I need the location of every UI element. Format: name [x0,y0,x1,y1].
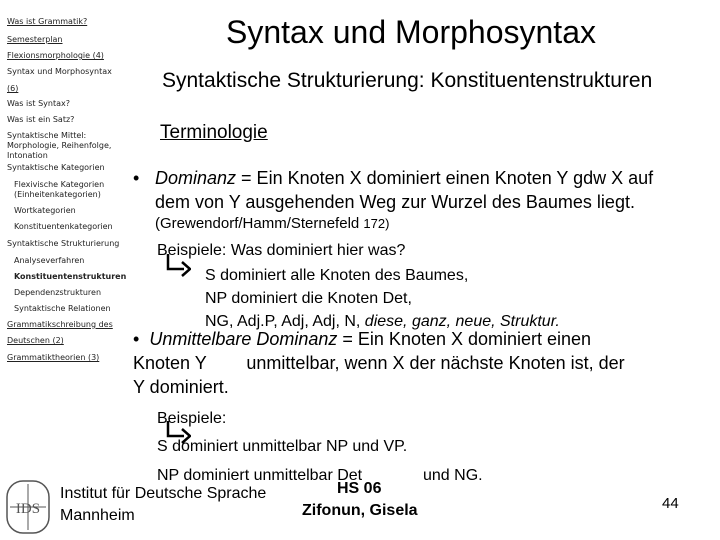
section-heading: Terminologie [160,122,268,143]
examples-1-line-2: NP dominiert die Knoten Det, [205,290,412,307]
sidebar-item-was-ist-grammatik[interactable]: Was ist Grammatik? [7,17,88,26]
sidebar-item-flexionsmorphologie[interactable]: Flexionsmorphologie (4) [7,51,104,60]
sidebar-item-syntaktische-kategorien[interactable]: Syntaktische Kategorien [7,163,105,172]
sidebar-item-wortkategorien[interactable]: Wortkategorien [14,206,76,215]
source-citation-text: (Grewendorf/Hamm/Sternefeld [155,215,364,232]
bullet-unmittelbare-line-1: = Ein Knoten X dominiert einen [337,329,592,349]
examples-2-line-2a: NP dominiert unmittelbar Det [157,467,363,484]
examples-1-line-3-italic: diese, ganz, neue, Struktur. [364,313,560,330]
bullet-dominanz-line-1: = Ein Knoten X dominiert einen Knoten Y gdw X auf [236,168,654,188]
source-citation [155,215,389,232]
sidebar-item-syntaktische-relationen[interactable]: Syntaktische Relationen [14,304,111,313]
examples-2-line-2b: und NG. [423,467,483,484]
institute-name [60,483,266,527]
examples-2-heading: Beispiele: [157,410,227,427]
sidebar-item-grammatikschreibung[interactable]: Grammatikschreibung des [7,320,113,329]
logo-text: IDS [15,501,41,517]
sidebar-item-konstituentenstrukturen[interactable]: Konstituentenstrukturen [14,272,127,281]
sidebar-item-deutschen[interactable]: Deutschen (2) [7,336,64,345]
page-number: 44 [662,495,679,512]
sidebar-item-konstituentenkategorien[interactable]: Konstituentenkategorien [14,222,113,231]
institute-line-2: Mannheim [60,507,135,524]
slide-title: Syntax und Morphosyntax [226,14,596,50]
examples-1-line-3-plain: NG, Adj.P, Adj, Adj, N, [205,313,365,330]
bullet-unmittelbare-line-3: Y dominiert. [133,377,229,397]
sidebar-item-syntaktische-strukturierung[interactable]: Syntaktische Strukturierung [7,239,120,248]
sidebar-item-analyseverfahren[interactable]: Analyseverfahren [14,256,85,265]
examples-1-heading: Beispiele: Was dominiert hier was? [157,242,406,259]
examples-2-line-1: S dominiert unmittelbar NP und VP. [157,438,408,455]
ids-logo [6,480,50,534]
sidebar-item-was-ist-syntax[interactable]: Was ist Syntax? [7,99,70,108]
sidebar-item-syntax-und-morphosyntax[interactable]: Syntax und Morphosyntax [7,67,112,76]
bullet-dominanz-line-2: dem von Y ausgehenden Weg zur Wurzel des Baumes liegt. [155,192,635,212]
bullet-unmittelbare-dominanz [133,327,720,399]
sidebar-item-flexivische-kategorien[interactable]: Flexivische Kategorien (Einheitenkategorien) [14,180,105,199]
term-dominanz: Dominanz [155,168,237,188]
term-unmittelbare-dominanz: Unmittelbare Dominanz [149,329,338,349]
bullet-marker: • [133,168,140,188]
sidebar-item-was-ist-ein-satz[interactable]: Was ist ein Satz? [7,115,75,124]
institute-line-1: Institut für Deutsche Sprache [60,485,267,502]
sidebar-item-grammatiktheorien[interactable]: Grammatiktheorien (3) [7,353,100,362]
sidebar-item-syntaktische-mittel[interactable]: Syntaktische Mittel: Morphologie, Reihenfolge, Intonation [7,131,112,160]
sidebar-item-syntax-count[interactable]: (6) [7,84,19,93]
slide-subtitle: Syntaktische Strukturierung: Konstituentenstrukturen [162,69,653,92]
source-citation-page: 172) [363,216,390,231]
sidebar-item-dependenzstrukturen[interactable]: Dependenzstrukturen [14,288,102,297]
author-name: Zifonun, Gisela [302,502,418,519]
semester-label: HS 06 [337,480,382,497]
examples-1-line-1: S dominiert alle Knoten des Baumes, [205,267,469,284]
bullet-unmittelbare-line-2: Knoten Y unmittelbar, wenn X der nächste Knoten ist, der [133,353,625,373]
bullet-marker: • [133,329,140,349]
sidebar-item-semesterplan[interactable]: Semesterplan [7,35,63,44]
